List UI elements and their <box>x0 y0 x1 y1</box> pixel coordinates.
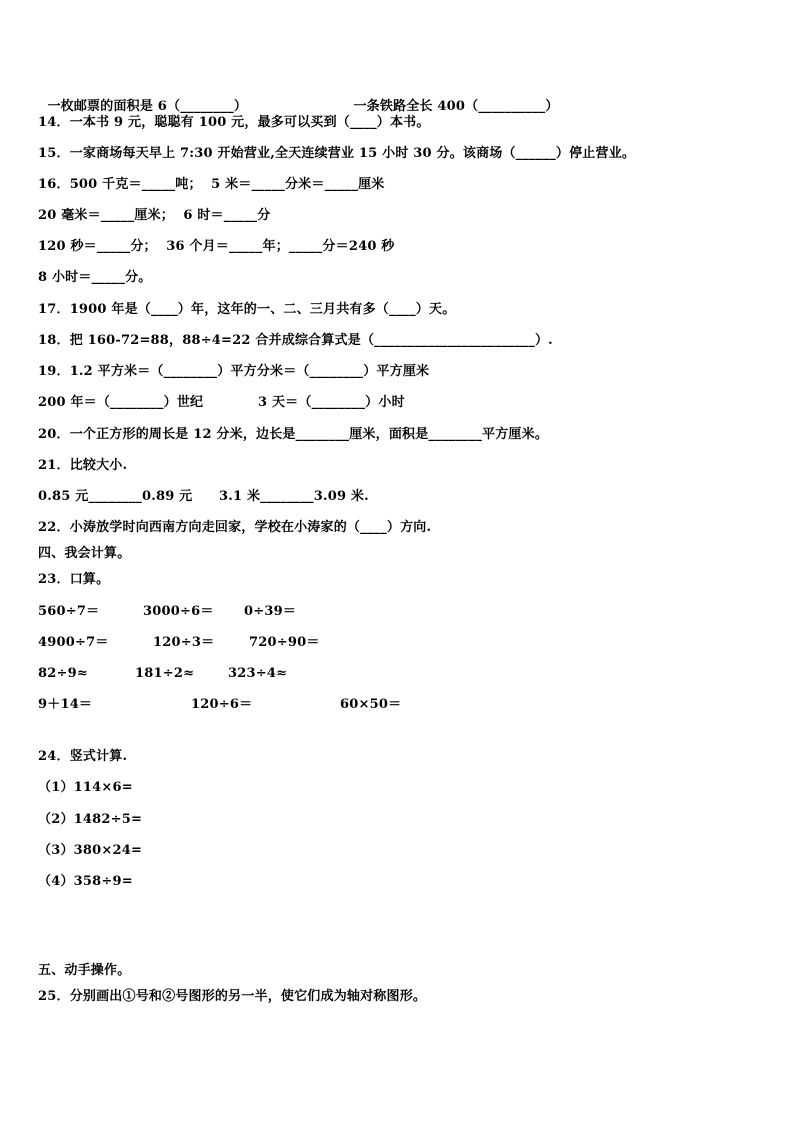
calc-1c: 0÷39＝ <box>244 604 297 619</box>
calc-4c: 60×50＝ <box>340 697 402 712</box>
question-21-compare-a: 0.85 元________0.89 元 <box>38 489 193 504</box>
calc-3c: 323÷4≈ <box>228 666 288 681</box>
vertical-calc-2: （2）1482÷5= <box>38 812 143 827</box>
question-25: 25．分别画出①号和②号图形的另一半，使它们成为轴对称图形。 <box>38 989 427 1004</box>
question-16-line-3: 120 秒＝_____分； 36 个月＝_____年；_____分＝240 秒 <box>38 239 395 254</box>
question-13-line-b <box>344 83 559 115</box>
calc-1b: 3000÷6＝ <box>143 604 214 619</box>
stamp-area-text: 一枚邮票的面积是 6（________） <box>47 99 248 114</box>
section-4-heading: 四、我会计算。 <box>38 546 131 561</box>
calc-2b: 120÷3＝ <box>153 635 215 650</box>
calc-3b: 181÷2≈ <box>135 666 195 681</box>
question-19-line-1: 19．1.2 平方米＝（________）平方分米＝（________）平方厘米 <box>38 364 430 379</box>
railway-length-text: 一条铁路全长 400（__________） <box>353 99 559 114</box>
vertical-calc-4: （4）358÷9= <box>38 874 133 889</box>
question-20: 20．一个正方形的周长是 12 分米，边长是________厘米，面积是________平方厘米。 <box>38 427 549 442</box>
question-13-line <box>38 83 247 115</box>
calc-4a: 9＋14＝ <box>38 697 93 712</box>
vertical-calc-3: （3）380×24= <box>38 843 143 858</box>
question-21: 21．比较大小. <box>38 458 128 473</box>
calc-3a: 82÷9≈ <box>38 666 88 681</box>
calc-2c: 720÷90＝ <box>249 635 320 650</box>
calc-4b: 120÷6＝ <box>191 697 253 712</box>
section-5-heading: 五、动手操作。 <box>38 963 131 978</box>
question-16-line-1: 16．500 千克＝_____吨； 5 米＝_____分米＝_____厘米 <box>38 177 385 192</box>
question-16-line-4: 8 小时＝_____分。 <box>38 270 152 285</box>
question-15: 15．一家商场每天早上 7:30 开始营业,全天连续营业 15 小时 30 分。该商场（______）停止营业。 <box>38 146 636 161</box>
question-24: 24．竖式计算. <box>38 749 128 764</box>
question-16-line-2: 20 毫米＝_____厘米； 6 时＝_____分 <box>38 208 271 223</box>
question-19-line-2a: 200 年＝（________）世纪 <box>38 395 204 410</box>
question-18: 18．把 160-72=88，88÷4=22 合并成综合算式是（________________________）. <box>38 333 553 348</box>
question-22: 22．小涛放学时向西南方向走回家，学校在小涛家的（____）方向. <box>38 520 432 535</box>
question-17: 17．1900 年是（____）年，这年的一、二、三月共有多（____）天。 <box>38 302 456 317</box>
question-21-compare-b: 3.1 米________3.09 米. <box>219 489 369 504</box>
question-23: 23．口算。 <box>38 572 110 587</box>
vertical-calc-1: （1）114×6= <box>38 780 133 795</box>
question-14: 14．一本书 9 元，聪聪有 100 元，最多可以买到（____）本书。 <box>38 115 430 130</box>
question-19-line-2b: 3 天＝（________）小时 <box>258 395 405 410</box>
calc-1a: 560÷7＝ <box>38 604 100 619</box>
calc-2a: 4900÷7＝ <box>38 635 109 650</box>
